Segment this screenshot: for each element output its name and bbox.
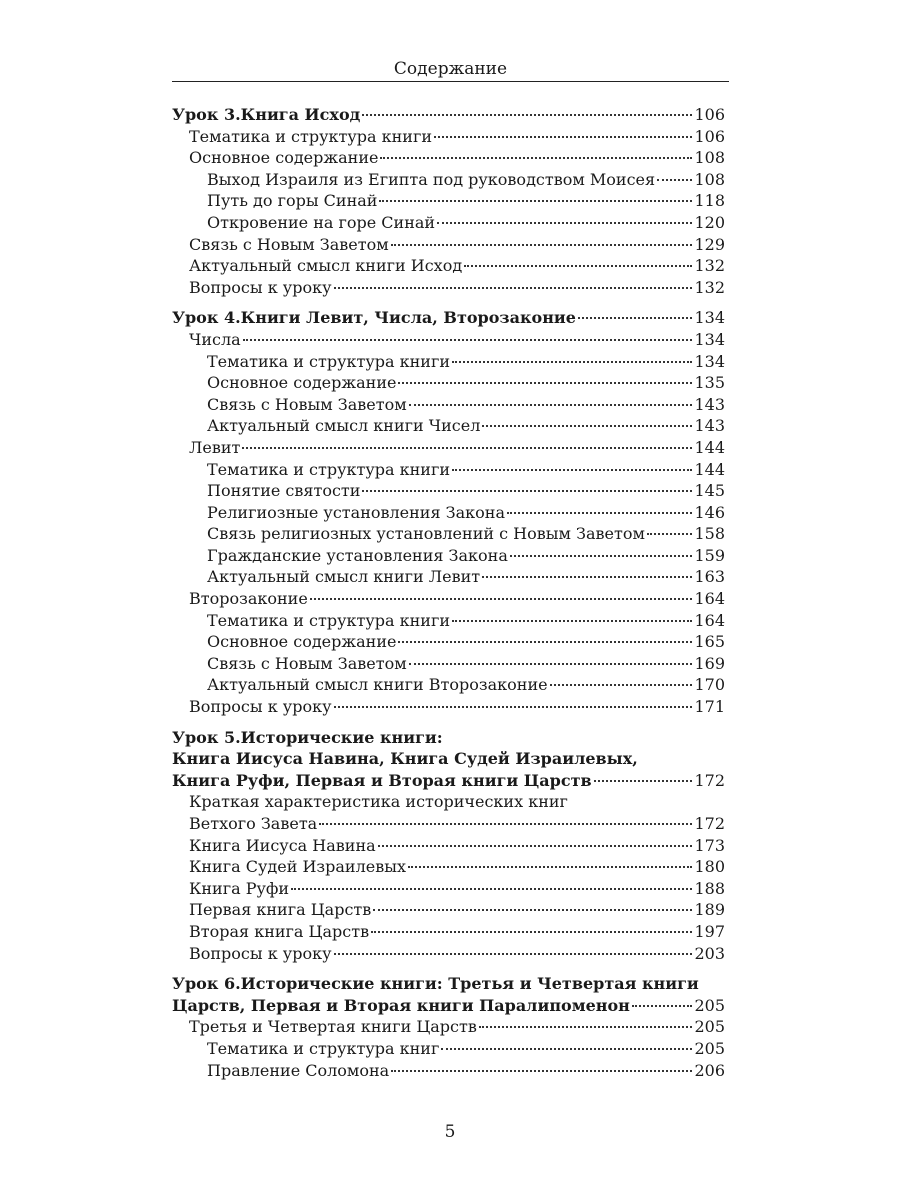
toc-page-number: 172 [694, 770, 725, 790]
toc-page-number: 172 [694, 814, 725, 833]
toc-entry-title: Правление Соломона [207, 1060, 390, 1080]
toc-entry-title: Выход Израиля из Египта под руководством Моисея [207, 169, 656, 189]
toc-entry-title: Книга Иисуса Навина [189, 835, 376, 855]
toc-entry-title: Тематика и структура книги [207, 351, 450, 371]
toc-entry [172, 610, 725, 632]
toc-page-number: 134 [694, 351, 725, 371]
toc-entry-title: Урок 4.Книги Левит, Числа, Второзаконие [172, 308, 576, 328]
toc-lesson-entry [172, 995, 725, 1017]
dot-leader [550, 684, 693, 686]
toc-lesson-entry [172, 307, 725, 329]
toc-entry [172, 351, 725, 373]
dot-leader [379, 200, 692, 202]
toc-page-number: 143 [694, 416, 725, 436]
toc-entry-title: Актуальный смысл книги Левит [207, 567, 481, 587]
dot-leader [391, 1070, 692, 1072]
table-of-contents [172, 104, 725, 1081]
toc-entry [172, 566, 725, 588]
toc-entry [172, 190, 725, 212]
toc-page-number: 171 [694, 697, 725, 717]
toc-entry [172, 588, 725, 610]
toc-entry [172, 899, 725, 921]
toc-entry-title: Тематика и структура книги [189, 126, 432, 146]
dot-leader [452, 361, 692, 363]
toc-entry-title: Основное содержание [207, 373, 397, 393]
toc-entry-title: Третья и Четвертая книги Царств [189, 1017, 477, 1037]
toc-entry [172, 835, 725, 857]
toc-entry [172, 372, 725, 394]
toc-entry-title: Связь с Новым Заветом [189, 234, 389, 254]
toc-entry [172, 415, 725, 437]
dot-leader [441, 1048, 692, 1050]
toc-entry-title: Ветхого Завета [189, 814, 318, 833]
toc-page-number: 197 [694, 921, 725, 941]
dot-leader [409, 663, 693, 665]
toc-entry [172, 878, 725, 900]
toc-entry [172, 545, 725, 567]
dot-leader [578, 317, 693, 319]
dot-leader [242, 447, 692, 449]
toc-page-number: 145 [694, 481, 725, 501]
toc-lesson-entry [172, 973, 725, 995]
page-number: 5 [444, 1122, 456, 1142]
dot-leader [408, 866, 692, 868]
toc-entry [172, 653, 725, 675]
toc-entry-title: Связь с Новым Заветом [207, 394, 407, 414]
toc-page-number: 106 [694, 105, 725, 124]
dot-leader [243, 339, 693, 341]
toc-entry [172, 1060, 725, 1082]
running-header: Содержание [393, 59, 508, 79]
toc-page-number: 144 [694, 459, 725, 479]
toc-entry [172, 921, 725, 943]
toc-entry [172, 147, 725, 169]
toc-entry-title: Первая книга Царств [189, 900, 372, 920]
toc-entry-title: Урок 6.Исторические книги: Третья и Четвертая книги [172, 974, 699, 994]
dot-leader [291, 888, 692, 890]
toc-entry-title: Религиозные установления Закона [207, 502, 505, 522]
toc-page-number: 120 [694, 212, 725, 232]
toc-entry-title: Числа [189, 329, 241, 349]
toc-page-number: 118 [694, 191, 725, 211]
dot-leader [310, 598, 693, 600]
dot-leader [334, 953, 693, 955]
toc-entry [172, 234, 725, 256]
toc-entry [172, 523, 725, 545]
toc-lesson-entry [172, 727, 725, 749]
dot-leader [464, 265, 692, 267]
toc-lesson-entry [172, 748, 725, 770]
dot-leader [334, 287, 693, 289]
toc-entry-title: Связь религиозных установлений с Новым Заветом [207, 524, 645, 544]
toc-page-number: 203 [694, 943, 725, 963]
toc-page-number: 206 [694, 1060, 725, 1080]
toc-page-number: 170 [694, 675, 725, 695]
toc-entry [172, 791, 725, 813]
toc-entry-title: Вопросы к уроку [189, 277, 332, 297]
toc-entry [172, 856, 725, 878]
dot-leader [409, 404, 693, 406]
toc-page-number: 164 [694, 589, 725, 609]
toc-entry [172, 277, 725, 299]
toc-entry [172, 329, 725, 351]
toc-entry-title: Гражданские установления Закона [207, 545, 508, 565]
toc-entry-title: Основное содержание [189, 148, 379, 168]
dot-leader [434, 136, 692, 138]
toc-entry-title: Вопросы к уроку [189, 697, 332, 717]
toc-entry-title: Откровение на горе Синай [207, 212, 436, 232]
toc-page-number: 188 [694, 878, 725, 898]
toc-entry [172, 631, 725, 653]
toc-entry-title: Тематика и структура книг [207, 1038, 440, 1058]
toc-page-number: 163 [694, 567, 725, 587]
toc-page-number: 144 [694, 437, 725, 457]
toc-page-number: 129 [694, 234, 725, 254]
toc-entry [172, 437, 725, 459]
toc-lesson-entry [172, 770, 725, 792]
toc-page-number: 205 [694, 1038, 725, 1058]
toc-entry-title: Связь с Новым Заветом [207, 653, 407, 673]
toc-page-number: 189 [694, 900, 725, 920]
toc-entry [172, 813, 725, 835]
dot-leader [373, 909, 692, 911]
toc-entry-title: Урок 5.Исторические книги: [172, 727, 443, 747]
toc-entry-title: Книга Руфи [189, 878, 290, 898]
toc-page-number: 108 [694, 169, 725, 189]
dot-leader [362, 490, 692, 492]
toc-page-number: 158 [694, 524, 725, 544]
toc-page-number: 134 [694, 308, 725, 328]
dot-leader [482, 576, 692, 578]
dot-leader [334, 706, 693, 708]
dot-leader [594, 780, 693, 782]
toc-entry-title: Краткая характеристика исторических книг [189, 792, 568, 812]
header-rule [172, 81, 729, 82]
toc-entry [172, 1016, 725, 1038]
toc-page-number: 106 [694, 126, 725, 146]
dot-leader [632, 1005, 693, 1007]
toc-page-number: 205 [694, 1017, 725, 1037]
dot-leader [479, 1026, 693, 1028]
toc-entry-title: Тематика и структура книги [207, 610, 450, 630]
toc-page-number: 132 [694, 256, 725, 276]
toc-entry [172, 943, 725, 965]
toc-page-number: 108 [694, 148, 725, 168]
toc-entry [172, 674, 725, 696]
toc-entry [172, 394, 725, 416]
toc-entry [172, 126, 725, 148]
toc-entry-title: Левит [189, 437, 241, 457]
toc-entry-title: Актуальный смысл книги Исход [189, 256, 463, 276]
toc-page-number: 143 [694, 394, 725, 414]
toc-page-number: 164 [694, 610, 725, 630]
toc-entry-title: Вторая книга Царств [189, 921, 370, 941]
dot-leader [380, 157, 692, 159]
toc-page-number: 159 [694, 545, 725, 565]
toc-entry-title: Книга Руфи, Первая и Вторая книги Царств [172, 770, 592, 790]
toc-entry-title: Книга Судей Израилевых [189, 857, 406, 877]
toc-page-number: 132 [694, 277, 725, 297]
toc-entry [172, 696, 725, 718]
toc-entry-title: Основное содержание [207, 632, 397, 652]
toc-page-number: 169 [694, 653, 725, 673]
toc-entry-title: Царств, Первая и Вторая книги Паралипоменон [172, 995, 630, 1015]
toc-page-number: 173 [694, 835, 725, 855]
toc-entry [172, 212, 725, 234]
toc-page-number: 165 [694, 632, 725, 652]
dot-leader [452, 469, 692, 471]
toc-entry-title: Актуальный смысл книги Чисел [207, 416, 481, 436]
toc-entry [172, 1038, 725, 1060]
toc-page-number: 134 [694, 329, 725, 349]
toc-entry-title: Актуальный смысл книги Второзаконие [207, 675, 548, 695]
dot-leader [452, 620, 692, 622]
toc-entry-title: Тематика и структура книги [207, 459, 450, 479]
dot-leader [362, 114, 692, 116]
toc-entry [172, 502, 725, 524]
toc-entry [172, 255, 725, 277]
dot-leader [398, 641, 692, 643]
dot-leader [398, 382, 692, 384]
dot-leader [378, 845, 693, 847]
toc-entry [172, 480, 725, 502]
dot-leader [647, 533, 693, 535]
dot-leader [657, 179, 692, 181]
toc-page-number: 205 [694, 995, 725, 1015]
toc-entry [172, 169, 725, 191]
dot-leader [319, 823, 692, 825]
dot-leader [391, 244, 693, 246]
toc-entry-title: Понятие святости [207, 481, 361, 501]
toc-entry-title: Вопросы к уроку [189, 943, 332, 963]
dot-leader [437, 222, 692, 224]
dot-leader [507, 512, 692, 514]
dot-leader [510, 555, 693, 557]
toc-page-number: 180 [694, 857, 725, 877]
toc-page-number: 135 [694, 373, 725, 393]
toc-lesson-entry [172, 104, 725, 126]
dot-leader [371, 931, 692, 933]
toc-entry-title: Путь до горы Синай [207, 191, 378, 211]
toc-page-number: 146 [694, 502, 725, 522]
toc-entry-title: Книга Иисуса Навина, Книга Судей Израилевых, [172, 749, 638, 769]
dot-leader [482, 425, 692, 427]
toc-entry-title: Урок 3.Книга Исход [172, 105, 361, 124]
toc-entry [172, 459, 725, 481]
toc-entry-title: Второзаконие [189, 589, 308, 609]
